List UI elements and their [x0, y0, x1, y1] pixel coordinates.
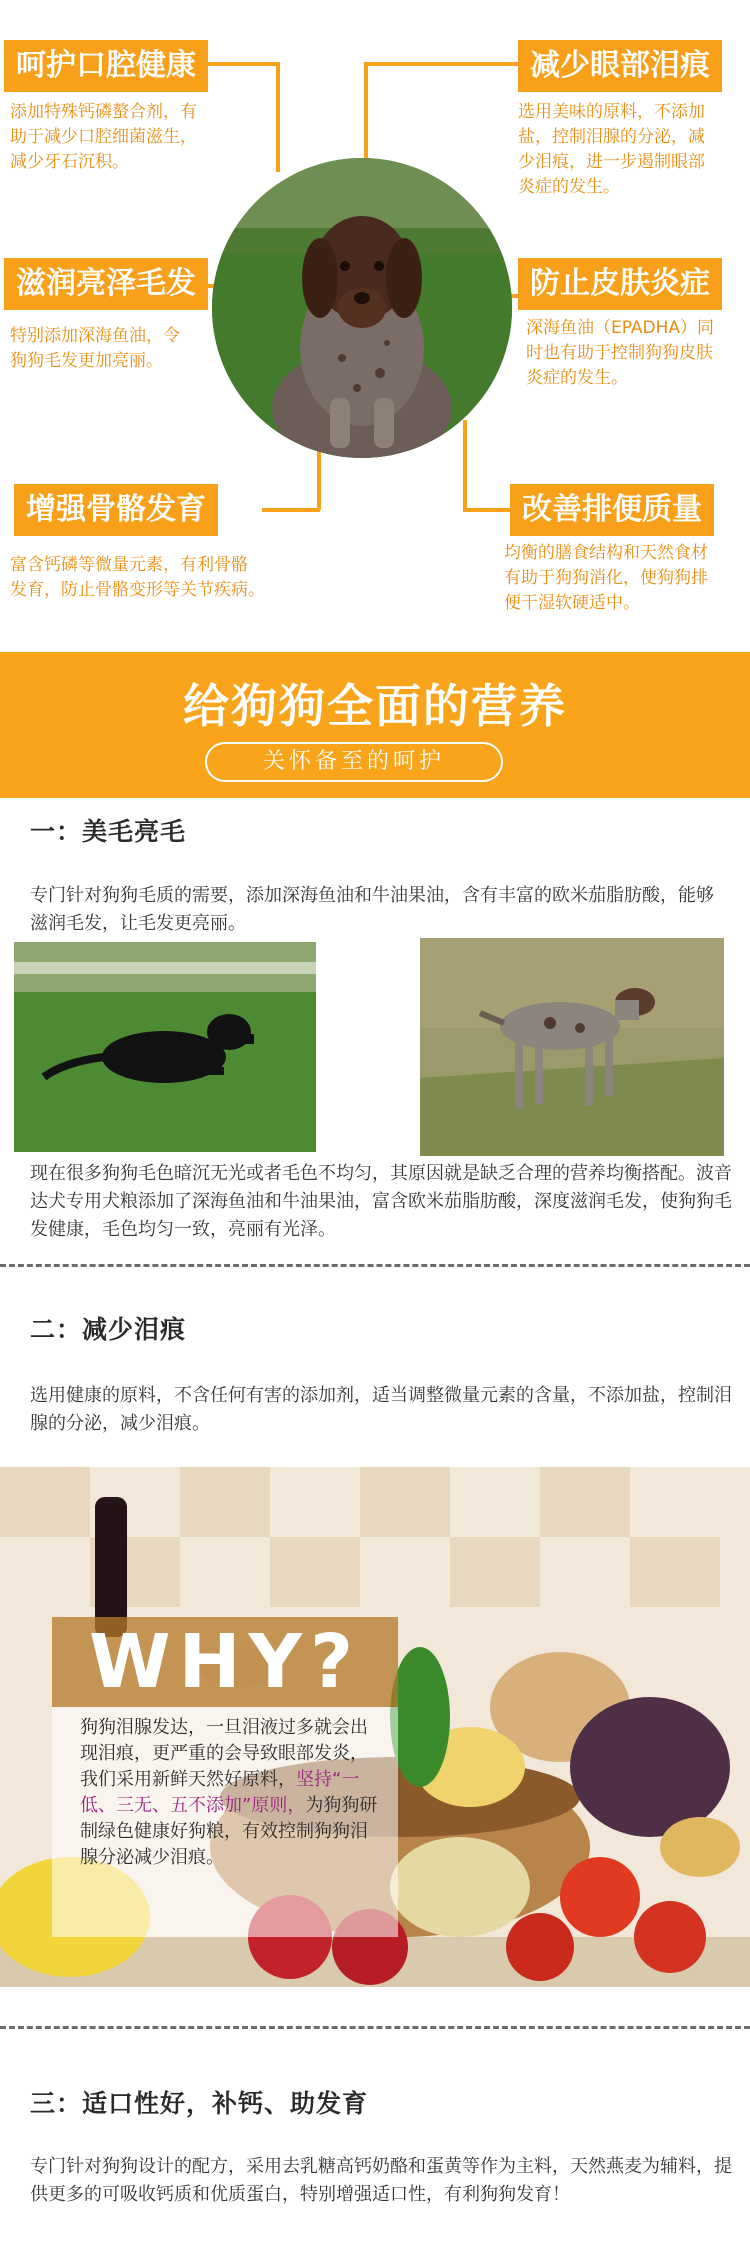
benefit-skin-title: 防止皮肤炎症 — [518, 258, 722, 310]
connector-line — [463, 420, 467, 512]
benefit-bone-desc — [10, 553, 265, 603]
benefit-oral-title: 呵护口腔健康 — [4, 40, 208, 92]
benefit-coat-title: 滋润亮泽毛发 — [4, 258, 208, 310]
section1-intro: 专门针对狗狗毛质的需要，添加深海鱼油和牛油果油，含有丰富的欧米茄脂肪酸，能够滋润毛发，让毛发更亮丽。 — [30, 885, 714, 934]
section2-title: 二：减少泪痕 — [30, 1315, 187, 1344]
desc-line: 时也有助于控制狗狗皮肤 — [526, 343, 713, 363]
banner-subtitle: 关怀备至的呵护 — [205, 742, 503, 782]
desc-line: 添加特殊钙磷螯合剂，有 — [10, 102, 197, 122]
desc-line: 均衡的膳食结构和天然食材 — [504, 543, 708, 563]
connector-line — [364, 62, 524, 66]
benefit-tear-title: 减少眼部泪痕 — [518, 40, 722, 92]
benefit-tear-desc — [518, 100, 705, 200]
puppy-illustration — [212, 158, 512, 458]
benefits-section — [0, 0, 750, 650]
banner-title: 给狗狗全面的营养 — [183, 679, 567, 733]
section1-body: 现在很多狗狗毛色暗沉无光或者毛色不均匀，其原因就是缺乏合理的营养均衡搭配。波音达犬专用犬粮添加了深海鱼油和牛油果油，富含欧米茄脂肪酸，深度滋润毛发，使狗狗毛发健康，毛色均匀一致，亮丽有光泽。 — [30, 1163, 732, 1240]
benefit-stool-title: 改善排便质量 — [510, 484, 714, 536]
why-text-highlight: 坚持“一低、三无、五不添加”原则， — [80, 1769, 360, 1816]
desc-line: 特别添加深海鱼油，令 — [10, 326, 180, 346]
section1-title: 一：美毛亮毛 — [30, 817, 187, 846]
divider — [0, 2026, 750, 2029]
desc-line: 选用美味的原料，不添加 — [518, 102, 705, 122]
divider — [0, 1264, 750, 1267]
puppy-photo — [212, 158, 512, 458]
desc-line: 有助于狗狗消化，使狗狗排 — [504, 568, 708, 588]
desc-line: 深海鱼油（EPADHA）同 — [526, 318, 715, 338]
desc-line: 减少牙石沉积。 — [10, 152, 129, 172]
desc-line: 富含钙磷等微量元素，有利骨骼 — [10, 555, 248, 575]
desc-line: 炎症的发生。 — [518, 177, 620, 197]
section2-intro: 选用健康的原料，不含任何有害的添加剂，适当调整微量元素的含量，不添加盐，控制泪腺的分泌，减少泪痕。 — [30, 1385, 732, 1434]
why-text-part: 为狗狗研制绿色健康好狗粮，有效控制狗狗泪腺分泌减少泪痕。 — [80, 1795, 378, 1868]
desc-line: 少泪痕，进一步遏制眼部 — [518, 152, 705, 172]
benefit-stool-desc — [504, 541, 708, 616]
connector-line — [262, 508, 320, 512]
desc-line: 炎症的发生。 — [526, 368, 628, 388]
desc-line: 狗狗毛发更加亮丽。 — [10, 351, 163, 371]
benefit-bone-title: 增强骨骼发育 — [14, 484, 218, 536]
benefit-coat-desc — [10, 324, 180, 374]
section3-title: 三：适口性好，补钙、助发育 — [30, 2089, 369, 2118]
section3-intro: 专门针对狗狗设计的配方，采用去乳糖高钙奶酪和蛋黄等作为主料，天然燕麦为辅料，提供更多的可吸收钙质和优质蛋白，特别增强适口性，有利狗狗发育！ — [30, 2156, 732, 2205]
why-heading: WHY? — [88, 1619, 362, 1705]
why-text-part: 狗狗泪腺发达，一旦泪液过多就会出现泪痕，更严重的会导致眼部发炎，我们采用新鲜天然好原料， — [80, 1717, 368, 1790]
vegetables-photo — [0, 1467, 750, 1987]
desc-line: 发育，防止骨骼变形等关节疾病。 — [10, 580, 265, 600]
connector-line — [276, 62, 280, 172]
desc-line: 助于减少口腔细菌滋生， — [10, 127, 197, 147]
why-paragraph — [80, 1715, 380, 1871]
benefit-oral-desc — [10, 100, 197, 175]
desc-line: 便干湿软硬适中。 — [504, 593, 640, 613]
benefit-skin-desc — [526, 316, 714, 391]
pointer-dog-photo — [420, 938, 724, 1156]
black-dog-photo — [14, 942, 316, 1152]
desc-line: 盐，控制泪腺的分泌，减 — [518, 127, 705, 147]
connector-line — [463, 508, 513, 512]
